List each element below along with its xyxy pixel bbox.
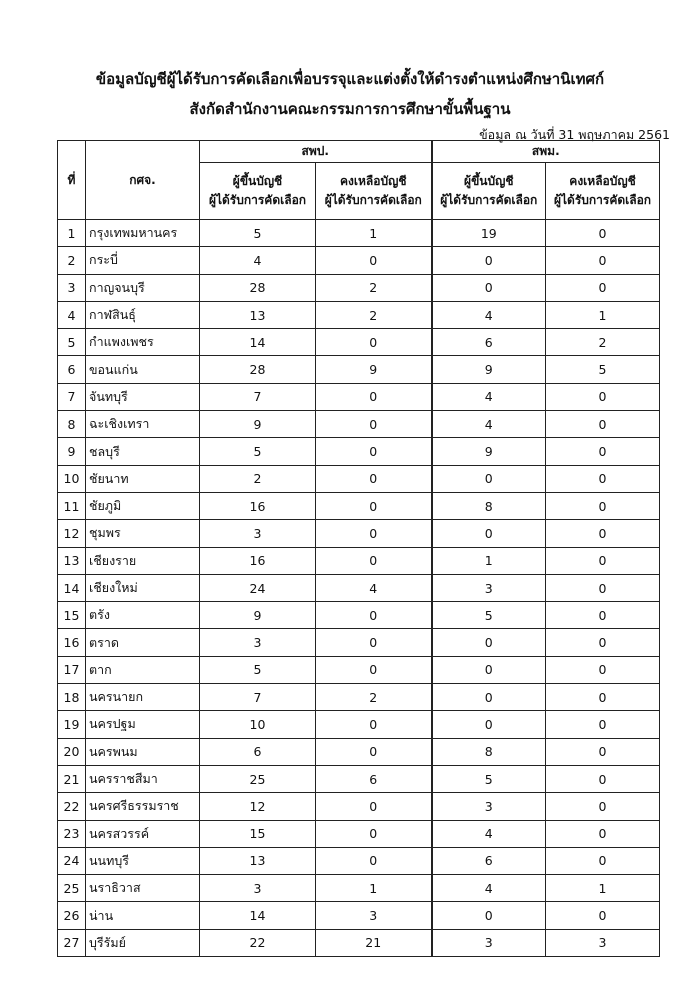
spm-remaining-count: 0: [546, 765, 660, 792]
spp-remaining-count: 0: [316, 738, 432, 765]
spm-remaining-count: 0: [546, 383, 660, 410]
spp-registered-count: 5: [200, 220, 316, 247]
province-name: ชัยภูมิ: [86, 492, 200, 519]
spp-remaining-count: 6: [316, 765, 432, 792]
spp-registered-count: 13: [200, 847, 316, 874]
table-row: [58, 301, 660, 328]
table-row: [58, 793, 660, 820]
spm-registered-count: 4: [432, 411, 546, 438]
spp-remaining-count: 0: [316, 465, 432, 492]
spp-registered-count: 28: [200, 274, 316, 301]
document-subtitle: สังกัดสำนักงานคณะกรรมการการศึกษาขั้นพื้นฐาน: [189, 100, 511, 118]
province-name: น่าน: [86, 902, 200, 929]
header-spp-remaining: คงเหลือบัญชี ผู้ได้รับการคัดเลือก: [316, 163, 432, 220]
spm-remaining-count: 0: [546, 465, 660, 492]
spm-remaining-count: 0: [546, 247, 660, 274]
spp-registered-count: 7: [200, 684, 316, 711]
spm-remaining-count: 1: [546, 875, 660, 902]
province-name: นครปฐม: [86, 711, 200, 738]
spp-registered-count: 9: [200, 602, 316, 629]
table-row: [58, 492, 660, 519]
spm-remaining-count: 0: [546, 274, 660, 301]
spm-remaining-count: 0: [546, 847, 660, 874]
header-spm-registered: ผู้ขึ้นบัญชี ผู้ได้รับการคัดเลือก: [432, 163, 546, 220]
row-number: 21: [58, 765, 86, 792]
row-number: 27: [58, 929, 86, 956]
row-number: 8: [58, 411, 86, 438]
table-row: [58, 738, 660, 765]
province-name: นครนายก: [86, 684, 200, 711]
province-name: นราธิวาส: [86, 875, 200, 902]
province-name: เชียงใหม่: [86, 574, 200, 601]
province-name: กาญจนบุรี: [86, 274, 200, 301]
table-row: [58, 574, 660, 601]
spm-remaining-count: 0: [546, 820, 660, 847]
spm-remaining-count: 0: [546, 629, 660, 656]
spm-registered-count: 0: [432, 465, 546, 492]
province-name: ชัยนาท: [86, 465, 200, 492]
spp-remaining-count: 0: [316, 247, 432, 274]
spm-registered-count: 3: [432, 574, 546, 601]
row-number: 11: [58, 492, 86, 519]
spm-remaining-count: 0: [546, 738, 660, 765]
row-number: 23: [58, 820, 86, 847]
spp-remaining-count: 1: [316, 220, 432, 247]
row-number: 13: [58, 547, 86, 574]
header-group-spm: สพม.: [432, 141, 660, 163]
spp-registered-count: 6: [200, 738, 316, 765]
spp-remaining-count: 0: [316, 492, 432, 519]
spp-registered-count: 14: [200, 329, 316, 356]
spp-registered-count: 9: [200, 411, 316, 438]
table-row: [58, 247, 660, 274]
spm-registered-count: 1: [432, 547, 546, 574]
spm-registered-count: 4: [432, 301, 546, 328]
table-row: [58, 220, 660, 247]
spm-remaining-count: 0: [546, 793, 660, 820]
province-name: นครราชสีมา: [86, 765, 200, 792]
spp-remaining-count: 0: [316, 547, 432, 574]
spp-remaining-count: 2: [316, 301, 432, 328]
spm-remaining-count: 0: [546, 711, 660, 738]
row-number: 7: [58, 383, 86, 410]
table-row: [58, 820, 660, 847]
row-number: 20: [58, 738, 86, 765]
table-row: [58, 902, 660, 929]
province-name: ฉะเชิงเทรา: [86, 411, 200, 438]
row-number: 18: [58, 684, 86, 711]
spm-remaining-count: 0: [546, 656, 660, 683]
spp-remaining-count: 0: [316, 329, 432, 356]
spp-remaining-count: 0: [316, 820, 432, 847]
document-title: ข้อมูลบัญชีผู้ได้รับการคัดเลือกเพื่อบรรจุและแต่งตั้งให้ดำรงตำแหน่งศึกษานิเทศก์: [95, 70, 605, 88]
spp-remaining-count: 0: [316, 793, 432, 820]
spm-registered-count: 6: [432, 329, 546, 356]
spm-registered-count: 0: [432, 656, 546, 683]
spp-remaining-count: 0: [316, 438, 432, 465]
spp-remaining-count: 0: [316, 383, 432, 410]
spm-registered-count: 5: [432, 765, 546, 792]
spp-registered-count: 14: [200, 902, 316, 929]
row-number: 2: [58, 247, 86, 274]
spp-registered-count: 4: [200, 247, 316, 274]
spp-registered-count: 12: [200, 793, 316, 820]
spp-registered-count: 24: [200, 574, 316, 601]
table-row: [58, 329, 660, 356]
spp-registered-count: 10: [200, 711, 316, 738]
spm-registered-count: 5: [432, 602, 546, 629]
row-number: 6: [58, 356, 86, 383]
province-name: นนทบุรี: [86, 847, 200, 874]
row-number: 26: [58, 902, 86, 929]
spp-registered-count: 7: [200, 383, 316, 410]
spm-registered-count: 4: [432, 383, 546, 410]
header-spp-registered: ผู้ขึ้นบัญชี ผู้ได้รับการคัดเลือก: [200, 163, 316, 220]
table-row: [58, 356, 660, 383]
spp-registered-count: 5: [200, 656, 316, 683]
table-row: [58, 847, 660, 874]
spm-remaining-count: 0: [546, 547, 660, 574]
spp-registered-count: 22: [200, 929, 316, 956]
province-name: ชลบุรี: [86, 438, 200, 465]
spm-remaining-count: 0: [546, 684, 660, 711]
spm-registered-count: 0: [432, 274, 546, 301]
spp-remaining-count: 0: [316, 520, 432, 547]
spm-registered-count: 0: [432, 629, 546, 656]
spp-registered-count: 16: [200, 547, 316, 574]
table-row: [58, 274, 660, 301]
spm-remaining-count: 0: [546, 574, 660, 601]
table-row: [58, 383, 660, 410]
row-number: 10: [58, 465, 86, 492]
spm-registered-count: 3: [432, 929, 546, 956]
spp-remaining-count: 0: [316, 411, 432, 438]
spp-registered-count: 3: [200, 875, 316, 902]
spp-registered-count: 5: [200, 438, 316, 465]
province-name: ชุมพร: [86, 520, 200, 547]
spp-registered-count: 16: [200, 492, 316, 519]
spm-registered-count: 19: [432, 220, 546, 247]
spm-registered-count: 8: [432, 738, 546, 765]
spp-registered-count: 25: [200, 765, 316, 792]
row-number: 25: [58, 875, 86, 902]
province-name: จันทบุรี: [86, 383, 200, 410]
table-row: [58, 765, 660, 792]
spp-registered-count: 28: [200, 356, 316, 383]
row-number: 19: [58, 711, 86, 738]
spm-remaining-count: 0: [546, 902, 660, 929]
province-name: กรุงเทพมหานคร: [86, 220, 200, 247]
selection-list-table: [57, 140, 660, 957]
table-row: [58, 656, 660, 683]
spm-registered-count: 8: [432, 492, 546, 519]
spm-remaining-count: 3: [546, 929, 660, 956]
table-row: [58, 929, 660, 956]
spm-registered-count: 0: [432, 684, 546, 711]
spp-registered-count: 15: [200, 820, 316, 847]
table-row: [58, 438, 660, 465]
province-name: นครสวรรค์: [86, 820, 200, 847]
spm-registered-count: 0: [432, 711, 546, 738]
province-name: ตรัง: [86, 602, 200, 629]
row-number: 22: [58, 793, 86, 820]
spp-remaining-count: 0: [316, 711, 432, 738]
spm-registered-count: 9: [432, 438, 546, 465]
spp-registered-count: 3: [200, 520, 316, 547]
spm-registered-count: 4: [432, 820, 546, 847]
table-row: [58, 547, 660, 574]
spm-registered-count: 6: [432, 847, 546, 874]
spm-registered-count: 9: [432, 356, 546, 383]
table-row: [58, 711, 660, 738]
province-name: ตราด: [86, 629, 200, 656]
spm-remaining-count: 0: [546, 411, 660, 438]
spm-remaining-count: 0: [546, 520, 660, 547]
spp-remaining-count: 0: [316, 656, 432, 683]
header-no: ที่: [58, 141, 86, 220]
row-number: 3: [58, 274, 86, 301]
spm-registered-count: 0: [432, 902, 546, 929]
row-number: 5: [58, 329, 86, 356]
row-number: 14: [58, 574, 86, 601]
spm-registered-count: 4: [432, 875, 546, 902]
spm-remaining-count: 0: [546, 438, 660, 465]
table-row: [58, 520, 660, 547]
header-spm-remaining: คงเหลือบัญชี ผู้ได้รับการคัดเลือก: [546, 163, 660, 220]
row-number: 1: [58, 220, 86, 247]
table-row: [58, 684, 660, 711]
province-name: กระบี่: [86, 247, 200, 274]
spp-remaining-count: 0: [316, 629, 432, 656]
spm-remaining-count: 2: [546, 329, 660, 356]
province-name: กำแพงเพชร: [86, 329, 200, 356]
table-row: [58, 875, 660, 902]
date-note: ข้อมูล ณ วันที่ 31 พฤษภาคม 2561: [479, 127, 670, 142]
spp-remaining-count: 1: [316, 875, 432, 902]
spm-registered-count: 0: [432, 247, 546, 274]
spm-registered-count: 0: [432, 520, 546, 547]
spp-remaining-count: 0: [316, 602, 432, 629]
spm-registered-count: 3: [432, 793, 546, 820]
province-name: นครพนม: [86, 738, 200, 765]
spm-remaining-count: 1: [546, 301, 660, 328]
spp-remaining-count: 2: [316, 274, 432, 301]
header-name: กศจ.: [86, 141, 200, 220]
spp-remaining-count: 21: [316, 929, 432, 956]
province-name: ขอนแก่น: [86, 356, 200, 383]
spp-remaining-count: 3: [316, 902, 432, 929]
spp-registered-count: 13: [200, 301, 316, 328]
province-name: เชียงราย: [86, 547, 200, 574]
table-row: [58, 465, 660, 492]
table-row: [58, 602, 660, 629]
spm-remaining-count: 5: [546, 356, 660, 383]
spp-registered-count: 3: [200, 629, 316, 656]
spp-registered-count: 2: [200, 465, 316, 492]
row-number: 9: [58, 438, 86, 465]
province-name: นครศรีธรรมราช: [86, 793, 200, 820]
spp-remaining-count: 9: [316, 356, 432, 383]
spm-remaining-count: 0: [546, 220, 660, 247]
table-row: [58, 629, 660, 656]
row-number: 12: [58, 520, 86, 547]
table-row: [58, 411, 660, 438]
spp-remaining-count: 0: [316, 847, 432, 874]
province-name: ตาก: [86, 656, 200, 683]
spm-remaining-count: 0: [546, 492, 660, 519]
province-name: กาฬสินธุ์: [86, 301, 200, 328]
row-number: 17: [58, 656, 86, 683]
row-number: 4: [58, 301, 86, 328]
row-number: 24: [58, 847, 86, 874]
header-group-spp: สพป.: [200, 141, 432, 163]
row-number: 16: [58, 629, 86, 656]
spp-remaining-count: 4: [316, 574, 432, 601]
spm-remaining-count: 0: [546, 602, 660, 629]
spp-remaining-count: 2: [316, 684, 432, 711]
row-number: 15: [58, 602, 86, 629]
province-name: บุรีรัมย์: [86, 929, 200, 956]
